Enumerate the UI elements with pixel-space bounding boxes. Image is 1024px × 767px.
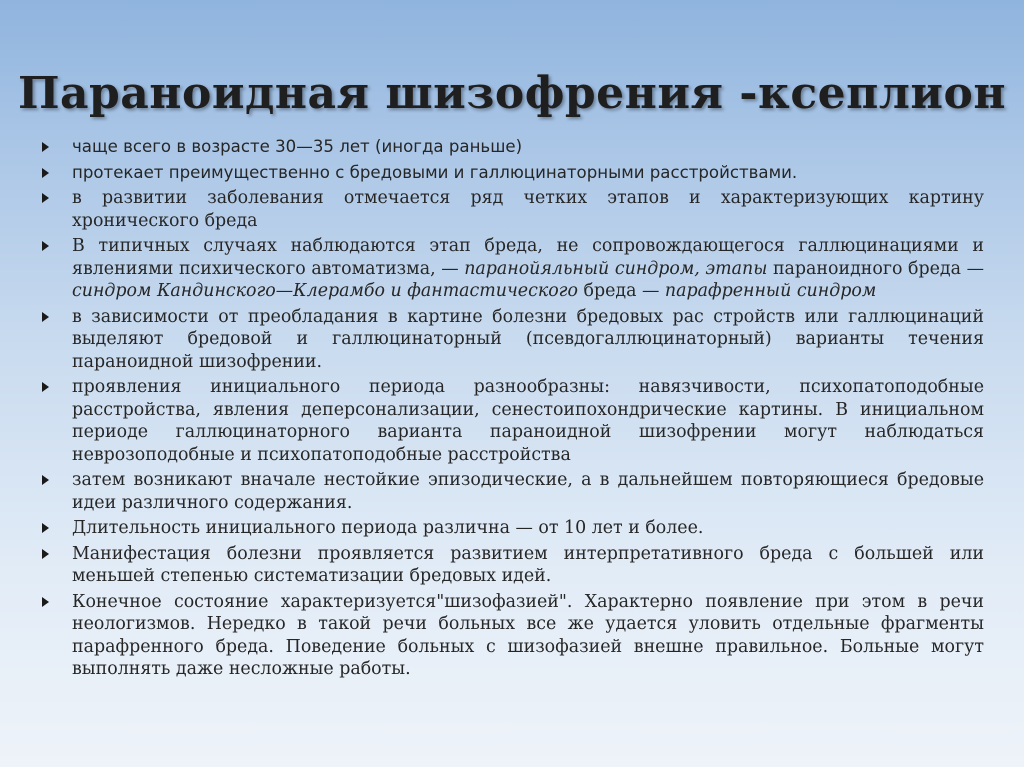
bullet-arrow-icon xyxy=(42,312,49,322)
bullet-item xyxy=(42,162,984,185)
bullet-text-italic: синдром Кандинского—Клерамбо и фантастического xyxy=(72,281,578,301)
bullet-arrow-icon xyxy=(42,382,49,392)
bullet-item xyxy=(42,235,984,303)
bullet-text: параноидного бреда — xyxy=(767,258,984,279)
bullet-arrow-icon xyxy=(42,193,49,203)
bullet-text: проявления инициального периода разнообразны: навязчивости, психопатоподобные расстройства, явления деперсонализации, сенестоипохондрические картины. В инициальном периоде галлюцинаторного варианта параноидной шизофрении могут наблюдаться неврозоподобные и психопатоподобные расстройства xyxy=(72,377,984,465)
slide-title: Параноидная шизофрения -ксеплион xyxy=(17,68,1007,119)
bullet-item xyxy=(42,591,984,681)
bullet-text: в зависимости от преобладания в картине болезни бредовых рас стройств или галлюцинаций выделяют бредовой и галлюцинаторный (псевдогаллюцинаторный) варианты течения параноидной шизофрении. xyxy=(72,306,984,372)
bullet-text: Длительность инициального периода различна — от 10 лет и более. xyxy=(72,518,704,538)
bullet-text: бреда — xyxy=(577,281,665,301)
bullet-text-italic: парафренный синдром xyxy=(664,281,877,301)
bullet-text-italic: паранойяльный синдром, этапы xyxy=(464,258,768,279)
bullet-text: Манифестация болезни проявляется развитием интерпретативного бреда с большей или меньшей степенью систематизации бредовых идей. xyxy=(72,543,984,586)
bullet-item xyxy=(42,306,984,374)
bullet-arrow-icon xyxy=(42,549,49,559)
bullet-text: Конечное состояние характеризуется"шизофазией". Характерно появление при этом в речи неологизмов. Нередко в такой речи больных все же удается уловить отдельные фрагменты парафренного бреда. Поведение больных с шизофазией внешне правильное. Больные могут выполнять даже несложные работы. xyxy=(72,591,984,679)
bullet-text: В типичных случаях наблюдаются этап бреда, не сопровождающегося галлюцинациями и явлениями психического автоматизма, — xyxy=(72,236,984,279)
bullet-item xyxy=(42,376,984,466)
bullet-arrow-icon xyxy=(42,168,49,178)
bullet-text: затем возникают вначале нестойкие эпизодические, а в дальнейшем повторяющиеся бредовые идеи различного содержания. xyxy=(72,470,984,513)
bullet-list xyxy=(42,136,984,684)
bullet-text: в развитии заболевания отмечается ряд четких этапов и характеризующих картину хронического бреда xyxy=(72,188,984,231)
bullet-text: чаще всего в возрасте 30—35 лет (иногда раньше) xyxy=(72,137,523,156)
bullet-item xyxy=(42,517,984,540)
bullet-text: протекает преимущественно с бредовыми и галлюцинаторными расстройствами. xyxy=(72,162,798,182)
bullet-arrow-icon xyxy=(42,475,49,485)
bullet-item xyxy=(42,136,984,159)
bullet-item xyxy=(42,543,984,588)
bullet-arrow-icon xyxy=(42,597,49,607)
bullet-arrow-icon xyxy=(42,142,49,152)
bullet-arrow-icon xyxy=(42,241,49,251)
bullet-item xyxy=(42,187,984,232)
bullet-arrow-icon xyxy=(42,523,49,533)
bullet-item xyxy=(42,469,984,514)
